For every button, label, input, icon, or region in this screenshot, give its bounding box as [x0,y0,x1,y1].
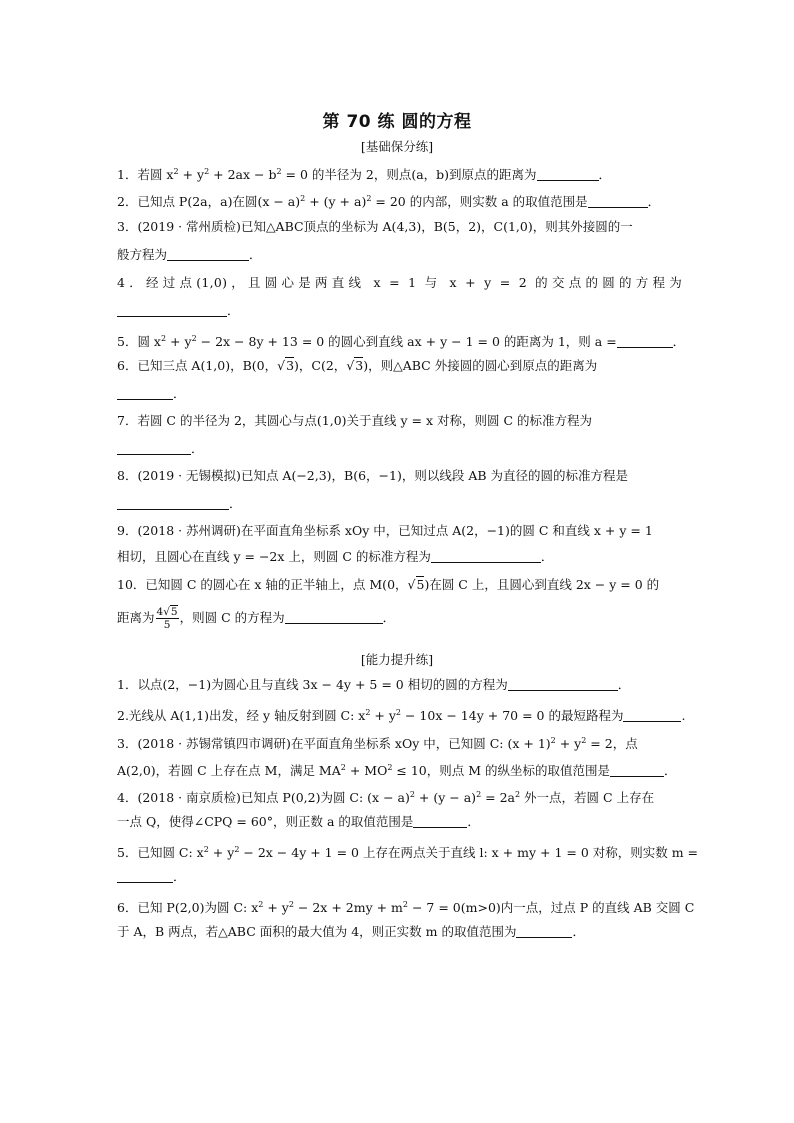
basic-question-8-line-2: ． [117,495,682,513]
advanced-question-1: 1．以点(2，−1)为圆心且与直线 3x − 4y + 5 = 0 相切的圆的方程为 ． [117,677,631,692]
advanced-question-6-line-2: 于 A，B 两点，若△ABC 面积的最大值为 4，则正实数 m 的取值范围为 ． [117,924,585,939]
answer-blank[interactable] [623,709,681,722]
answer-blank[interactable] [617,335,673,348]
answer-blank[interactable] [516,925,572,938]
answer-blank[interactable] [117,442,191,455]
answer-blank[interactable] [431,550,541,563]
basic-question-6-line-2: ． [117,385,682,403]
answer-blank[interactable] [117,497,229,510]
advanced-question-5-line-1: 5．已知圆 C: $x^2 + y^2 - 2x - 4y + 1 = 0$ 上存在两点关于直线 l: x + my + 1 = 0 对称，则实数 m = [117,845,699,860]
answer-blank[interactable] [610,764,664,777]
basic-question-3-line-1: 3．(2019 · 常州质检)已知△ABC顶点的坐标为 A(4,3)，B(5，2)，C(1,0)，则其外接圆的一 [117,219,633,234]
answer-blank[interactable] [285,611,383,624]
basic-question-9-line-2: 相切，且圆心在直线 y = −2x 上，则圆 C 的标准方程为 ． [117,549,554,564]
advanced-question-4-line-1: 4．(2018 · 南京质检)已知点 P(0,2)为圆 C: $(x - a)^2 + (y - a)^2 = 2a^2$ 外一点，若圆 C 上存在 [117,790,655,805]
answer-blank[interactable] [117,387,173,400]
basic-question-2: 2．已知点 P(2a，a)在圆$(x - a)^2 + (y + a)^2 = 20$ 的内部，则实数 a 的取值范围是 ． [117,194,661,209]
section-advanced-heading: [能力提升练] [360,652,434,667]
advanced-question-3-line-2: A(2,0)，若圆 C 上存在点 M，满足 $MA^2 + MO^2 \le 10$，则点 M 的纵坐标的取值范围是 ． [117,763,677,778]
advanced-question-5-line-2: ． [117,868,682,886]
advanced-question-2: 2.光线从 A(1,1)出发，经 y 轴反射到圆 C: $x^2 + y^2 - 10x - 14y + 70 = 0$ 的最短路程为 . [117,708,686,723]
basic-question-10-line-2: 距离为 $\frac{4√5}{5}$ ，则圆 C 的方程为 ． [117,606,396,631]
advanced-question-6-line-1: 6．已知 P(2,0)为圆 C: $x^2 + y^2 - 2x + 2my + m^2 - 7 = 0(m>0)$内一点，过点 P 的直线 AB 交圆 C [117,900,695,915]
answer-blank[interactable] [117,304,227,317]
advanced-question-3-line-1: 3．(2018 · 苏锡常镇四市调研)在平面直角坐标系 xOy 中，已知圆 C: $(x + 1)^2 + y^2 = 2$，点 [117,736,638,751]
answer-blank[interactable] [508,678,618,691]
basic-question-7-line-1: 7．若圆 C 的半径为 2，其圆心与点(1,0)关于直线 y = x 对称，则圆 C 的标准方程为 [117,413,593,428]
section-basic-heading: [基础保分练] [360,139,434,154]
basic-question-3-line-2: 般方程为 ． [117,247,262,262]
answer-blank[interactable] [588,195,648,208]
basic-question-7-line-2: ． [117,440,682,458]
fraction: $\frac{4√5}{5}$ [156,606,178,631]
basic-question-1: 1．若圆 $x^2 + y^2 + 2ax - b^2 = 0$ 的半径为 2，则点(a，b)到原点的距离为 ． [117,167,612,182]
basic-question-5: 5．圆 $x^2 + y^2 - 2x - 8y + 13 = 0$ 的圆心到直线 ax + y − 1 = 0 的距离为 1，则 a = ． [117,334,686,349]
basic-question-6-line-1: 6．已知三点 A(1,0)，B(0，√3)，C(2，√3)，则△ABC 外接圆的圆心到原点的距离为 [117,358,598,373]
answer-blank[interactable] [167,248,249,261]
basic-question-10-line-1: 10．已知圆 C 的圆心在 x 轴的正半轴上，点 M(0，√5)在圆 C 上，且圆心到直线 2x − y = 0 的 [117,577,660,592]
basic-question-8-line-1: 8．(2019 · 无锡模拟)已知点 A(−2,3)，B(6，−1)，则以线段 AB 为直径的圆的标准方程是 [117,468,629,483]
answer-blank[interactable] [413,815,467,828]
basic-question-4-line-1: 4．经过点(1,0)，且圆心是两直线 x = 1 与 x + y = 2 的交点的圆的方程为 [117,275,682,290]
answer-blank[interactable] [117,870,173,883]
advanced-question-4-line-2: 一点 Q，使得∠CPQ = 60°，则正数 a 的取值范围是 ． [117,814,480,829]
basic-question-4-line-2: ． [117,302,682,320]
page-title: 第 70 练 圆的方程 [322,112,472,132]
answer-blank[interactable] [537,168,599,181]
basic-question-9-line-1: 9．(2018 · 苏州调研)在平面直角坐标系 xOy 中，已知过点 A(2，−1)的圆 C 和直线 x + y = 1 [117,523,653,538]
